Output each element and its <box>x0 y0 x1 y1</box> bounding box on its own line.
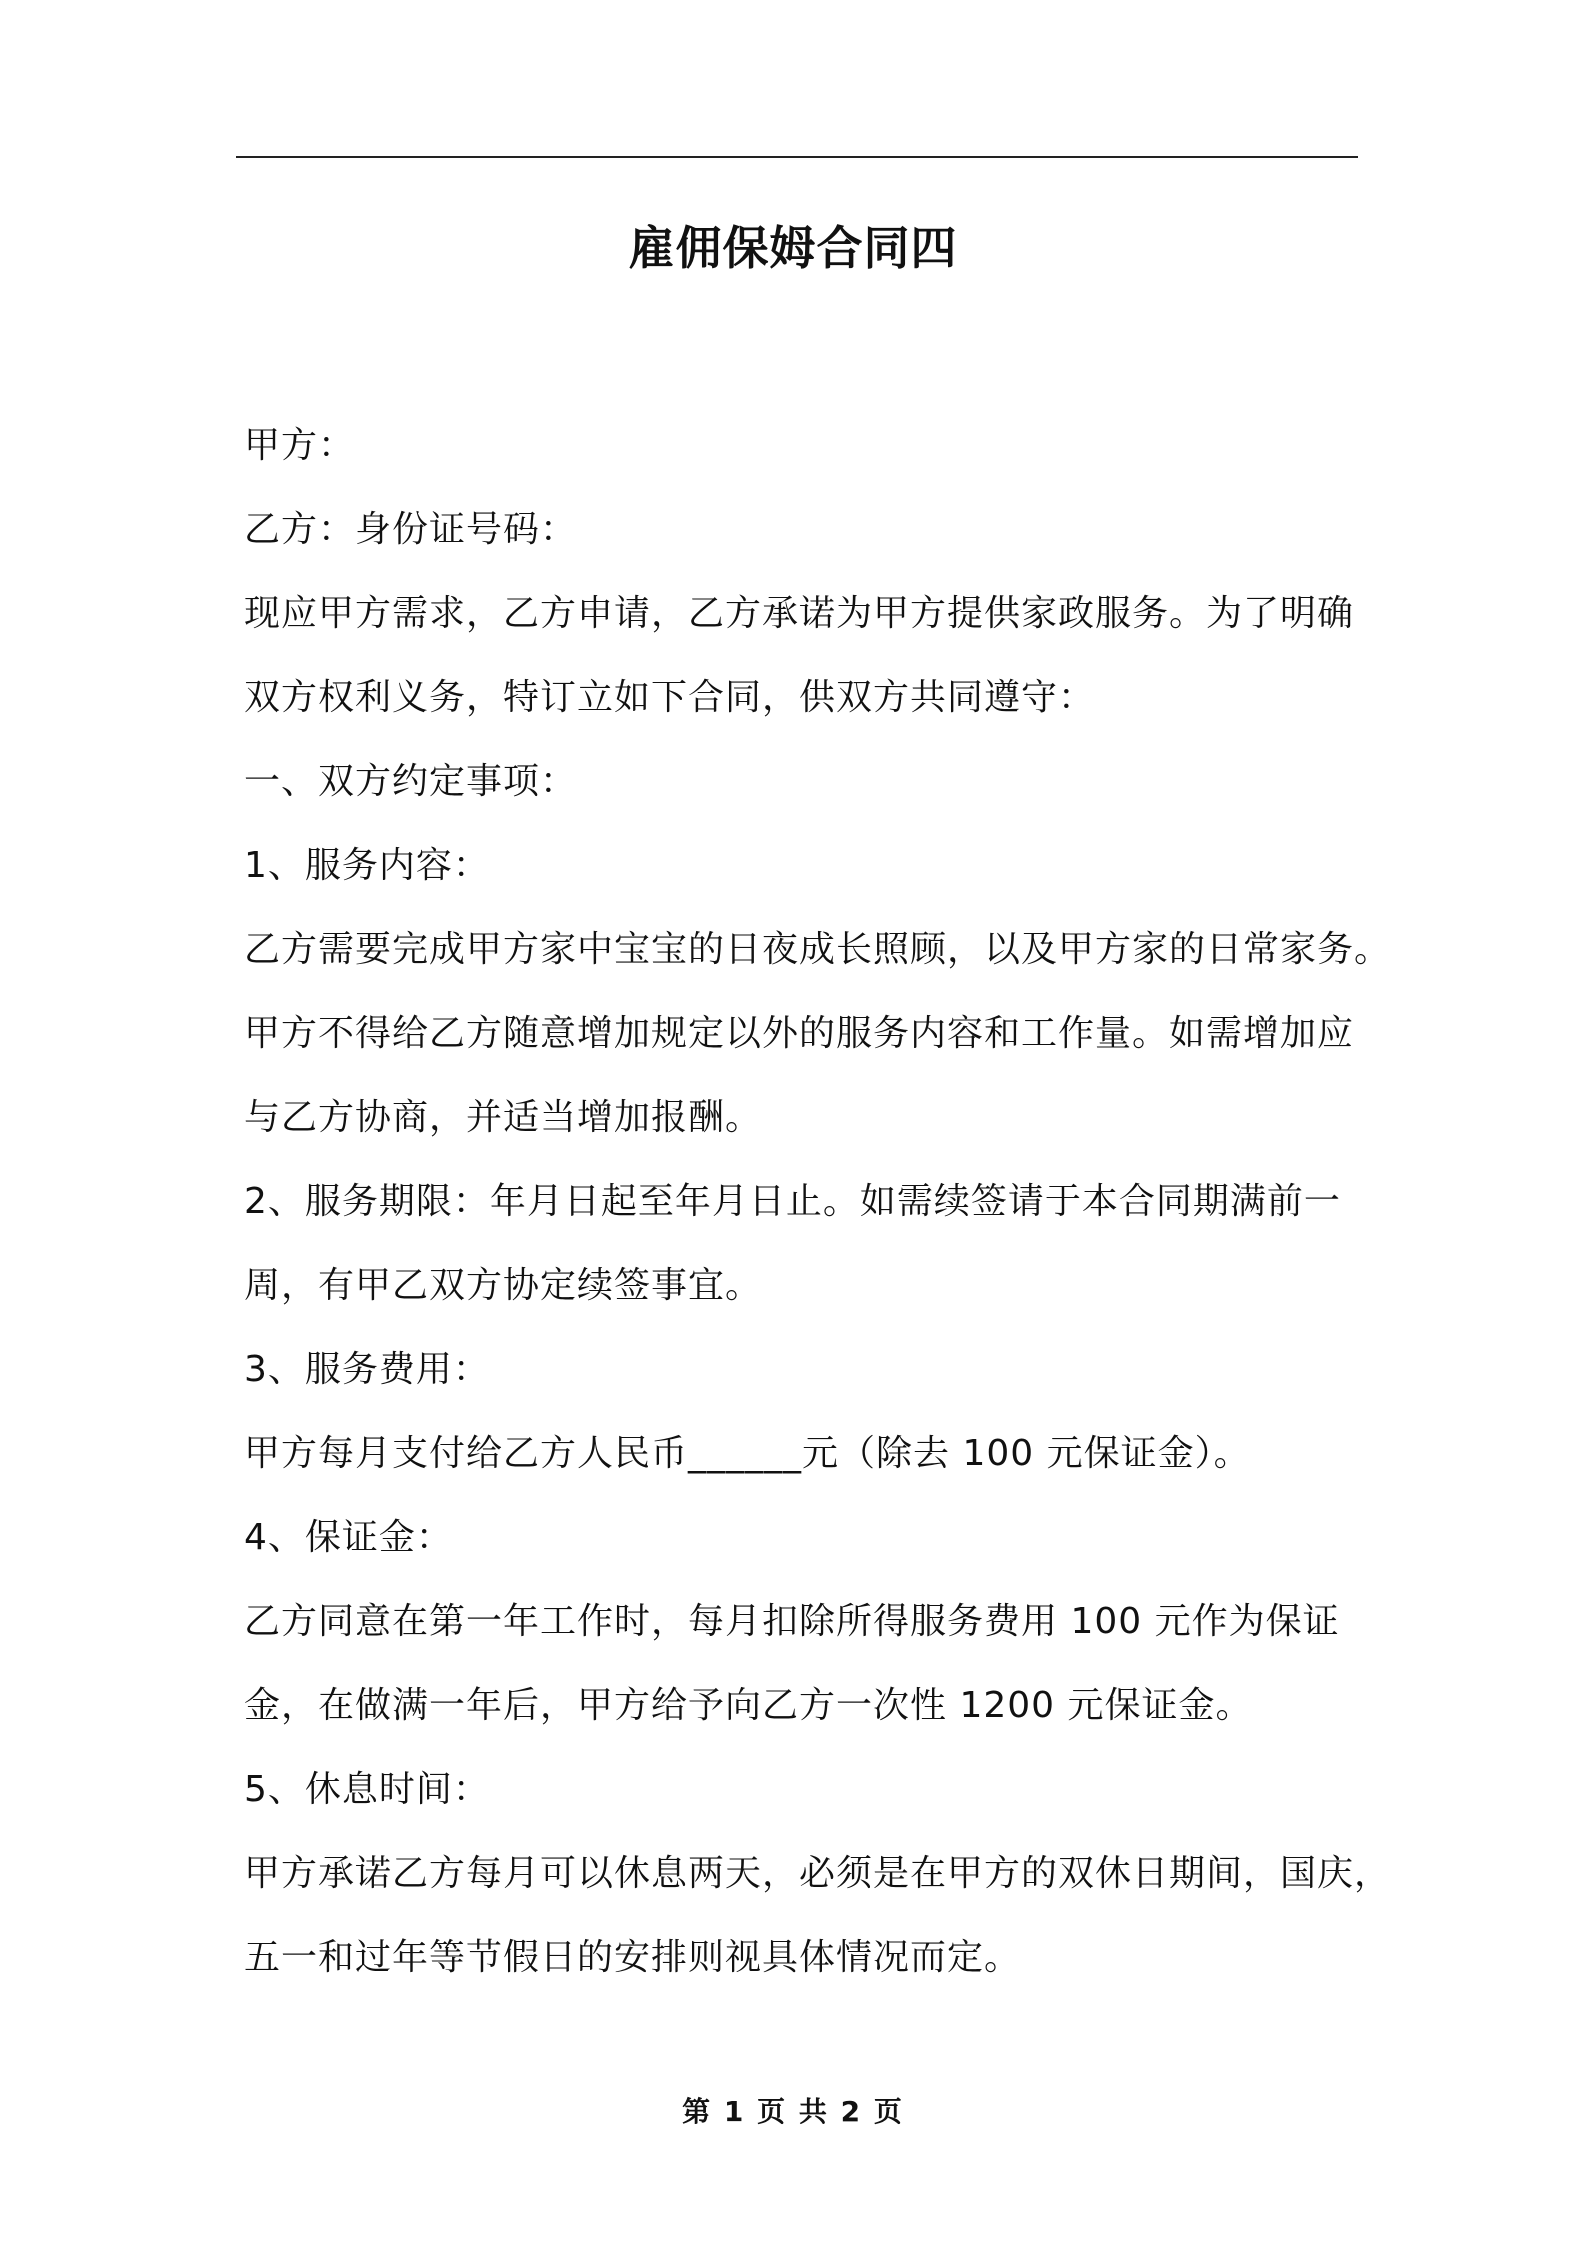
page-number-footer: 第 1 页 共 2 页 <box>682 2095 904 2128</box>
header-rule <box>236 156 1358 158</box>
clause-5-heading: 5、休息时间： <box>244 1769 490 1810</box>
section-heading-1: 一、双方约定事项： <box>244 761 578 802</box>
contract-body <box>244 404 1392 2000</box>
clause-2-line-2: 周，有甲乙双方协定续签事宜。 <box>244 1265 763 1306</box>
intro-line-1: 现应甲方需求，乙方申请，乙方承诺为甲方提供家政服务。为了明确 <box>244 593 1355 634</box>
clause-5-line-2: 五一和过年等节假日的安排则视具体情况而定。 <box>244 1937 1022 1978</box>
clause-4-line-2: 金，在做满一年后，甲方给予向乙方一次性 1200 元保证金。 <box>244 1685 1253 1726</box>
clause-5-line-1: 甲方承诺乙方每月可以休息两天，必须是在甲方的双休日期间，国庆， <box>244 1853 1392 1894</box>
clause-1-line-1: 乙方需要完成甲方家中宝宝的日夜成长照顾，以及甲方家的日常家务。 <box>244 929 1392 970</box>
clause-3-heading: 3、服务费用： <box>244 1349 490 1390</box>
document-title: 雇佣保姆合同四 <box>628 221 958 275</box>
clause-1-line-3: 与乙方协商，并适当增加报酬。 <box>244 1097 763 1138</box>
clause-3-line-1: 甲方每月支付给乙方人民币______元（除去 100 元保证金）。 <box>244 1433 1251 1474</box>
party-b-line: 乙方：身份证号码： <box>244 509 578 550</box>
clause-1-line-2: 甲方不得给乙方随意增加规定以外的服务内容和工作量。如需增加应 <box>244 1013 1355 1054</box>
intro-line-2: 双方权利义务，特订立如下合同，供双方共同遵守： <box>244 677 1096 718</box>
clause-2-line-1: 2、服务期限：年月日起至年月日止。如需续签请于本合同期满前一 <box>244 1181 1341 1222</box>
clause-1-heading: 1、服务内容： <box>244 845 490 886</box>
clause-4-heading: 4、保证金： <box>244 1517 453 1558</box>
party-a-line: 甲方： <box>244 425 356 466</box>
clause-4-line-1: 乙方同意在第一年工作时，每月扣除所得服务费用 100 元作为保证 <box>244 1601 1340 1642</box>
